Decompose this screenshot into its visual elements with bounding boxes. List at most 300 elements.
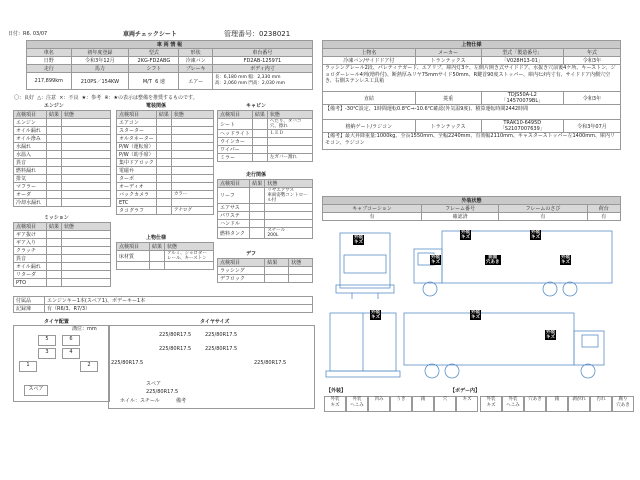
damage-legend-code: 錆 — [546, 396, 568, 412]
body-height: 高：2,060 — [214, 81, 237, 86]
electrical-table-state — [171, 199, 213, 207]
body-width: 幅：2,330 — [248, 75, 271, 80]
damage-tag-5: 前面 穴あき — [486, 255, 500, 265]
running-table-item: ハンドル — [218, 220, 250, 228]
damage-legend-row — [324, 396, 634, 412]
engine-table-item: 冷却水漏れ — [14, 199, 47, 207]
cabin-table-result — [252, 146, 267, 154]
table-row — [218, 146, 313, 154]
ext-val-bed: 有 — [587, 213, 620, 221]
table-row — [14, 239, 111, 247]
electrical-table-result — [156, 167, 171, 175]
electrical-table-result — [156, 135, 171, 143]
upper-table — [116, 242, 214, 270]
management-number — [224, 29, 290, 39]
table-row — [117, 135, 214, 143]
body-height-unit: mm — [238, 81, 247, 86]
engine-table-item: オイル漏れ — [14, 127, 47, 135]
us-body-year: 令和3年 — [564, 57, 621, 65]
cabin-table-state: へたり、タバコ穴、擦れ — [267, 119, 312, 130]
damage-legend-code: 剥がれ — [568, 396, 590, 412]
exterior-table — [322, 196, 621, 221]
vi-value-body-dims — [212, 73, 312, 90]
vi-value-chassis: FD2AB-125971 — [212, 57, 312, 65]
cabin-table-result — [252, 130, 267, 138]
mission-table-state — [61, 231, 110, 239]
electrical-table-result — [156, 191, 171, 199]
damage-tag-8: 外装 キズ — [471, 310, 480, 320]
truck-diagram — [322, 225, 621, 383]
us-body-model: 「V028H13-01」 — [481, 57, 563, 65]
upper-title: 上物仕様 — [146, 235, 167, 241]
tire-size-title: タイヤサイズ — [200, 319, 230, 325]
electrical-table-item: オルタネーター — [117, 135, 157, 143]
electrical-table-result — [156, 127, 171, 135]
tire-size-6: 225/80R17.5 — [205, 332, 238, 338]
table-row — [14, 127, 111, 135]
damage-legend-code: 外装 へこみ — [502, 396, 524, 412]
electrical-table-state — [171, 119, 213, 127]
table-row — [218, 119, 313, 130]
engine-table-state — [61, 143, 110, 151]
engine-table-state — [61, 183, 110, 191]
electrical-table-result — [156, 199, 171, 207]
upper-table-state: アルミ、ジョロダーレール、キーストン — [164, 251, 213, 262]
spare-size: 225/80R17.5 — [146, 389, 179, 395]
truck-front-view — [336, 233, 394, 299]
mission-table-result — [46, 255, 61, 263]
us-gate-type: 格納ゲート/ラジコン — [323, 120, 416, 133]
vi-value-power: 210PS／154KW — [71, 73, 129, 90]
running-table-item: リーフ — [218, 188, 250, 204]
body-length-unit: mm — [238, 75, 247, 80]
engine-table-state — [61, 127, 110, 135]
equipment-value: エンジンキー1本(スペア1)、ボデーキー1本 — [45, 297, 313, 305]
damage-tag-3: 外装 キズ — [531, 230, 540, 240]
damage-legend-code: 凹み — [368, 396, 390, 412]
vi-label-chassis: 車台番号 — [212, 49, 312, 57]
engine-table-result — [46, 135, 61, 143]
def-title: デフ — [246, 251, 257, 257]
electrical-table-item: タコグラフ — [117, 207, 157, 215]
electrical-table — [116, 110, 214, 215]
electrical-table-state — [171, 175, 213, 183]
def-col-result: 結果 — [265, 259, 289, 267]
mission-table-col-1: 結果 — [46, 223, 61, 231]
vi-label-shift: シフト — [129, 65, 179, 73]
damage-legend-code: キズ — [456, 396, 478, 412]
engine-table-item: 水温入 — [14, 151, 47, 159]
vehicle-info-heading: 車 両 情 報 — [27, 41, 313, 49]
cabin-table-item: ワイパー — [218, 146, 253, 154]
mission-table-result — [46, 271, 61, 279]
electrical-table-item: バックカメラ — [117, 191, 157, 199]
upper-table-state — [164, 262, 213, 270]
us-fridge-model: TDJS50A-L2 「14570079BL」 — [481, 92, 563, 105]
engine-table-state — [61, 167, 110, 175]
legend-ng: ×：不良 — [59, 95, 79, 101]
ext-val-cab: 有 — [323, 213, 422, 221]
table-row — [14, 167, 111, 175]
electrical-table-result — [156, 159, 171, 167]
cabin-table-col-2: 状態 — [267, 111, 312, 119]
body-width-unit: mm — [271, 75, 281, 80]
upper-table-col-0: 点検項目 — [117, 243, 150, 251]
tire-pos-1: 1 — [19, 361, 37, 372]
upper-table-item: 床材質 — [117, 251, 150, 262]
cabin-table-result — [252, 119, 267, 130]
running-table-state — [265, 212, 313, 220]
engine-table-result — [46, 151, 61, 159]
electrical-table-col-1: 結果 — [156, 111, 171, 119]
vi-shift-speed: 6 速 — [155, 78, 165, 85]
table-row — [117, 262, 214, 270]
vi-value-shift — [129, 73, 179, 90]
table-row — [117, 183, 214, 191]
mission-table-result — [46, 231, 61, 239]
damage-legend-code: 外装 へこみ — [346, 396, 368, 412]
tire-pos-spare: スペア — [24, 385, 48, 396]
engine-table-item: 異音 — [14, 159, 47, 167]
running-table-result — [250, 204, 265, 212]
table-row — [14, 255, 111, 263]
table-row — [14, 191, 111, 199]
electrical-table-state — [171, 183, 213, 191]
electrical-table-item: スターター — [117, 127, 157, 135]
cabin-table-item: シート — [218, 119, 253, 130]
wheel-type: ホイル：スチール — [120, 398, 160, 404]
cabin-table-state: ＬＥＤ — [267, 130, 312, 138]
table-row — [218, 204, 313, 212]
damage-tag-4: 外装 キズ — [431, 255, 440, 265]
table-row — [218, 188, 313, 204]
legend-note: ※：★の表示は整備を推奨するものです。 — [104, 95, 198, 101]
tire-pos-5: 5 — [38, 335, 56, 346]
engine-table-item: オーダ — [14, 191, 47, 199]
damage-legend-interior-title: 【ボデー内】 — [450, 388, 481, 394]
tire-pos-3: 3 — [38, 348, 56, 359]
date-label: 日付：R6. 03/07 — [8, 31, 48, 37]
electrical-table-state — [171, 135, 213, 143]
electrical-table-item: 集中ドアロック — [117, 159, 157, 167]
damage-legend-exterior-title: 【外装】 — [326, 388, 347, 394]
table-row — [14, 143, 111, 151]
tire-pos-4: 4 — [62, 348, 80, 359]
table-row — [14, 231, 111, 239]
engine-table-item: 排気 — [14, 175, 47, 183]
us-col-maker: メーカー — [415, 49, 481, 57]
damage-tag-1: 外装 キズ — [354, 235, 363, 245]
table-row — [14, 199, 111, 207]
table-row — [14, 183, 111, 191]
damage-legend-code: 穴 — [434, 396, 456, 412]
electrical-table-result — [156, 207, 171, 215]
us-body-maker: トランテックス — [415, 57, 481, 65]
electrical-table-item: エアコン — [117, 119, 157, 127]
table-row — [14, 119, 111, 127]
table-row — [14, 247, 111, 255]
mission-table-item: オイル漏れ — [14, 263, 47, 271]
records-label: 記録簿 — [14, 305, 45, 313]
engine-table-col-1: 結果 — [46, 111, 61, 119]
running-table-state: リヤエアサス 車両姿勢コントロール付 — [265, 188, 313, 204]
tire-size-2: 225/80R17.5 — [254, 360, 287, 366]
damage-tag-9: 外装 キズ — [546, 330, 555, 340]
table-row — [14, 279, 111, 287]
table-row — [218, 138, 313, 146]
mission-table-result — [46, 239, 61, 247]
running-table-item: エアサス — [218, 204, 250, 212]
electrical-table-result — [156, 151, 171, 159]
body-length: 長：6,180 — [214, 75, 237, 80]
upper-table-col-1: 結果 — [149, 243, 164, 251]
mission-table-item: 異音 — [14, 255, 47, 263]
table-row — [117, 199, 214, 207]
table-row — [117, 127, 214, 135]
us-gate-maker: トランテックス — [415, 120, 481, 133]
vi-label-body-dims: ボディ内寸 — [212, 65, 312, 73]
cabin-table — [217, 110, 313, 162]
cabin-table-state — [267, 138, 312, 146]
damage-tag-6: 外装 キズ — [561, 255, 570, 265]
table-row — [218, 154, 313, 162]
electrical-table-state — [171, 167, 213, 175]
management-value: 0238021 — [259, 30, 291, 38]
damage-legend-code: 外装 キズ — [480, 396, 502, 412]
mission-table — [13, 222, 111, 287]
vi-label-name: 車名 — [27, 49, 72, 57]
def-col-state: 状態 — [289, 259, 313, 267]
evaluation-legend — [14, 95, 198, 102]
legend-ref: ★：参考 — [81, 95, 102, 101]
cabin-table-item: ヘッドライト — [218, 130, 253, 138]
electrical-table-state — [171, 127, 213, 135]
electrical-title: 電装関係 — [146, 103, 167, 109]
table-row — [117, 175, 214, 183]
table-row — [14, 135, 111, 143]
electrical-table-state — [171, 151, 213, 159]
mission-table-state — [61, 263, 110, 271]
equipment-table — [13, 296, 313, 313]
engine-table-item: 燃料漏れ — [14, 167, 47, 175]
table-row — [14, 271, 111, 279]
running-table-col-0: 点検項目 — [218, 180, 250, 188]
table-row — [117, 251, 214, 262]
us-col-model: 型式「製造番号」 — [481, 49, 563, 57]
ext-col-frame-rust: フレームのさび — [499, 205, 587, 213]
table-row — [218, 130, 313, 138]
us-body-name: 冷凍バン/サイドドア付 — [323, 57, 416, 65]
mission-table-col-0: 点検項目 — [14, 223, 47, 231]
tire-pos-2: 2 — [80, 361, 98, 372]
electrical-table-state: アナログ — [171, 207, 213, 215]
running-table-item: 燃料タンク — [218, 228, 250, 239]
vi-shift-type: M/T — [142, 78, 152, 85]
door-height-unit: mm — [276, 81, 285, 86]
running-table-result — [250, 228, 265, 239]
running-table-state — [265, 220, 313, 228]
ext-col-cab: キャブコーション — [323, 205, 422, 213]
us-body-remarks: ラッシングレール2段、パレティナガード、エアリブ、庫内灯3ケ、左側片開き式サイドドア、水抜き穴前後4ケ所、キーストン、ジョロダーレール4列(増枠付)、断熱厚みリヤ75mmサイド50mm、R鍵首90度ストッパー、庫内ﾓﾆﾀ内寸有、サイドドア内側穴空き、右側ステンレス工具箱 — [323, 65, 621, 92]
electrical-table-item: ETC — [117, 199, 157, 207]
door-height: 門高：2,030 — [248, 81, 275, 86]
ext-col-bed: 荷台 — [587, 205, 620, 213]
electrical-table-result — [156, 183, 171, 191]
mission-table-state — [61, 255, 110, 263]
engine-table-state — [61, 175, 110, 183]
electrical-table-state — [171, 159, 213, 167]
upper-table-result — [149, 262, 164, 270]
table-row — [117, 167, 214, 175]
electrical-table-result — [156, 175, 171, 183]
mission-title: ミッション — [44, 215, 69, 221]
engine-table-state — [61, 135, 110, 143]
tire-unit: 溝位：mm — [72, 326, 97, 332]
engine-table-state — [61, 191, 110, 199]
electrical-table-col-2: 状態 — [171, 111, 213, 119]
electrical-table-item: ターボ — [117, 175, 157, 183]
us-fridge-maker: 菱重 — [415, 92, 481, 105]
cabin-table-item: ウインカー — [218, 138, 253, 146]
vi-value-first-reg: 令和3年12月 — [71, 57, 129, 65]
def-item-lashing: ラッシング — [218, 267, 265, 275]
mission-table-state — [61, 239, 110, 247]
cabin-table-col-0: 点検項目 — [218, 111, 253, 119]
mission-table-item: ギア抜け — [14, 231, 47, 239]
mission-table-col-2: 状態 — [61, 223, 110, 231]
us-fridge-year: 令和3年 — [564, 92, 621, 105]
damage-legend-code: うき — [390, 396, 412, 412]
engine-table-result — [46, 119, 61, 127]
engine-table — [13, 110, 111, 207]
damage-legend-code: 腐り 穴あき — [612, 396, 634, 412]
def-table — [217, 258, 313, 283]
upper-table-col-2: 状態 — [164, 243, 213, 251]
electrical-table-item: 電磁弁 — [117, 167, 157, 175]
table-row — [14, 263, 111, 271]
vi-value-name: 日野 — [27, 57, 72, 65]
electrical-table-state — [171, 143, 213, 151]
upper-table-result — [149, 251, 164, 262]
equipment-label: 付属品 — [14, 297, 45, 305]
mission-table-item: リターダ — [14, 271, 47, 279]
engine-table-result — [46, 127, 61, 135]
tire-layout-title: タイヤ配置 — [44, 319, 69, 325]
running-table-result — [250, 212, 265, 220]
table-row — [117, 119, 214, 127]
vi-label-mileage: 走行 — [27, 65, 72, 73]
vi-value-model: 2KG-FD2ABG — [129, 57, 179, 65]
upper-spec-heading: 上物仕様 — [323, 41, 621, 49]
table-row — [117, 207, 214, 215]
table-row — [117, 151, 214, 159]
engine-table-item: エンジン — [14, 119, 47, 127]
spare-label: スペア — [146, 381, 162, 387]
us-fridge-type: 直結 — [323, 92, 416, 105]
legend-warn: △：注意 — [37, 95, 57, 101]
truck-side-view-top — [414, 231, 612, 296]
upper-table-item — [117, 262, 150, 270]
sheet-title: 車両チェックシート — [123, 31, 177, 38]
mission-table-state — [61, 247, 110, 255]
ext-col-frame-no: フレーム番号 — [421, 205, 498, 213]
running-title: 走行関係 — [246, 172, 267, 178]
vi-label-brake: ブレーキ — [179, 65, 212, 73]
vi-value-shape: 冷凍バン — [179, 57, 212, 65]
vi-label-first-reg: 初年度登録 — [71, 49, 129, 57]
truck-side-view-bottom — [404, 313, 604, 378]
mission-table-item: ギア入り — [14, 239, 47, 247]
running-table-result — [250, 220, 265, 228]
table-row — [14, 159, 111, 167]
engine-table-state — [61, 199, 110, 207]
tire-size-3: 225/80R17.5 — [159, 346, 192, 352]
electrical-table-col-0: 点検項目 — [117, 111, 157, 119]
engine-table-result — [46, 175, 61, 183]
electrical-table-item: P/W（運転席） — [117, 143, 157, 151]
engine-table-item: 水漏れ — [14, 143, 47, 151]
table-row — [218, 220, 313, 228]
vi-value-mileage: 217,899km — [27, 73, 72, 90]
records-value: 有（R6/3、R7/3） — [45, 305, 313, 313]
engine-table-col-2: 状態 — [61, 111, 110, 119]
mission-table-item: PTO — [14, 279, 47, 287]
upper-spec-table — [322, 40, 621, 150]
tire-size-5: 225/80R17.5 — [159, 332, 192, 338]
engine-table-state — [61, 119, 110, 127]
engine-table-result — [46, 167, 61, 175]
legend-ok: 〇：良好 — [14, 95, 35, 101]
running-table — [217, 179, 313, 239]
ext-val-frame-no: 確認済 — [421, 213, 498, 221]
mission-table-state — [61, 279, 110, 287]
tire-size-4: 225/80R17.5 — [205, 346, 238, 352]
damage-tag-2: 外装 キズ — [461, 230, 470, 240]
running-table-item: パワステ — [218, 212, 250, 220]
engine-table-result — [46, 183, 61, 191]
def-col-item: 点検項目 — [218, 259, 265, 267]
cabin-table-result — [252, 138, 267, 146]
engine-title: エンジン — [44, 103, 64, 109]
running-table-col-2: 状態 — [265, 180, 313, 188]
engine-table-col-0: 点検項目 — [14, 111, 47, 119]
vehicle-info-table — [26, 40, 313, 90]
management-label: 管理番号： — [224, 30, 259, 38]
us-gate-year: 令和3年07月 — [564, 120, 621, 133]
running-table-result — [250, 188, 265, 204]
cabin-table-result — [252, 154, 267, 162]
cabin-title: キャビン — [246, 103, 267, 109]
mission-table-result — [46, 279, 61, 287]
cabin-table-col-1: 結果 — [252, 111, 267, 119]
notes-label: 備考 — [176, 398, 187, 404]
us-fridge-remarks: 【備考】-30℃設定、1時間運転0.8℃⇒-10.6℃確認(外気温9度)、積算運転時間2442時間 — [323, 105, 621, 120]
electrical-table-result — [156, 119, 171, 127]
electrical-table-state: カラー — [171, 191, 213, 199]
damage-legend-code: 汚れ — [590, 396, 612, 412]
exterior-heading: 外装状態 — [323, 197, 621, 205]
vi-label-shape: 形状 — [179, 49, 212, 57]
engine-table-item: マフラー — [14, 183, 47, 191]
engine-table-result — [46, 199, 61, 207]
engine-table-result — [46, 159, 61, 167]
truck-rear-view — [326, 313, 400, 377]
tire-size-1: 225/80R17.5 — [111, 360, 144, 366]
vi-value-brake: エアー — [179, 73, 212, 90]
us-col-year: 年式 — [564, 49, 621, 57]
mission-table-item: クラッチ — [14, 247, 47, 255]
us-gate-model: TRAK10-6495D 「S2107007639」 — [481, 120, 563, 133]
